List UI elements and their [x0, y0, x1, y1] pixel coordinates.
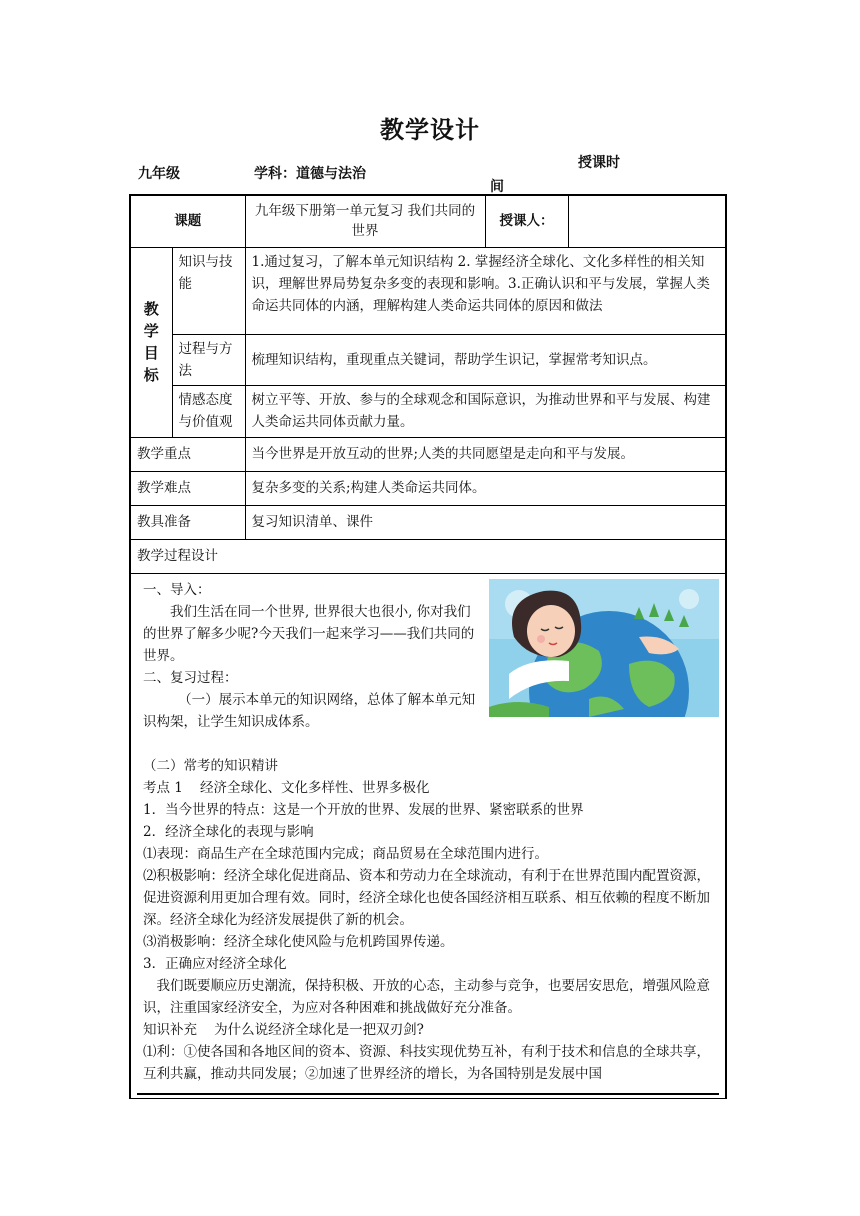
goals-label-char-2: 学: [143, 322, 159, 340]
goals-label: [130, 247, 172, 437]
difficult-point-text: 复杂多变的关系;构建人类命运共同体。: [245, 471, 726, 505]
goals-label-char-3: 目: [143, 344, 159, 362]
process-body-cell: [130, 573, 726, 1098]
goal-row-process: [130, 334, 726, 385]
goal-label-knowledge: 知识与技能: [172, 247, 245, 334]
process-para-1: 一、导入：: [143, 581, 211, 598]
process-para-10: ⑵积极影响：经济全球化促进商品、资本和劳动力在全球流动，有利于在世界范围内配置资源，促进资源利用更加合理有效。同时，经济全球化也使各国经济相互联系、相互依赖的程度不断加深。经济全球化为经济发展提供了新的机会。: [143, 867, 710, 928]
goals-label-char-1: 教: [143, 300, 159, 318]
process-para-11: ⑶消极影响：经济全球化使风险与危机跨国界传递。: [143, 933, 454, 950]
topic-row: [130, 195, 726, 247]
goal-label-attitude: 情感态度与价值观: [172, 385, 245, 437]
process-para-4: （一）展示本单元的知识网络，总体了解本单元知识构架，让学生知识成体系。: [143, 691, 476, 730]
process-para-15: ⑴利：①使各国和各地区间的资本、资源、科技实现优势互补，有利于技术和信息的全球共享，互利共赢，推动共同发展；②加速了世界经济的增长，为各国特别是发展中国: [143, 1043, 710, 1082]
time-label-line1: 授课时: [578, 155, 620, 171]
process-title-row: [130, 539, 726, 573]
process-para-13: 我们既要顺应历史潮流，保持积极、开放的心态，主动参与竞争，也要居安思危，增强风险意识，注重国家经济安全，为应对各种困难和挑战做好充分准备。: [143, 977, 710, 1016]
goal-row-attitude: [130, 385, 726, 437]
process-para-7: 1．当今世界的特点：这是一个开放的世界、发展的世界、紧密联系的世界: [143, 801, 584, 818]
key-point-text: 当今世界是开放互动的世界;人类的共同愿望是走向和平与发展。: [245, 437, 726, 471]
topic-value: 九年级下册第一单元复习 我们共同的世界: [245, 195, 485, 247]
goal-text-process: 梳理知识结构，重现重点关键词，帮助学生识记，掌握常考知识点。: [245, 334, 726, 385]
goal-text-knowledge: 1.通过复习，了解本单元知识结构 2. 掌握经济全球化、文化多样性的相关知识，理解世界局势复杂多变的表现和影响。3.正确认识和平与发展，掌握人类命运共同体的内涵，理解构建人类命运共同体的原因和做法: [245, 247, 726, 334]
process-para-12: 3．正确应对经济全球化: [143, 955, 287, 972]
goal-row-knowledge: [130, 247, 726, 334]
globe-hug-illustration: [489, 579, 719, 717]
document-title: 教学设计: [380, 116, 480, 144]
tools-row: [130, 505, 726, 539]
process-para-6: 考点 1 经济全球化、文化多样性、世界多极化: [143, 779, 430, 796]
goal-text-attitude: 树立平等、开放、参与的全球观念和国际意识，为推动世界和平与发展、构建人类命运共同体贡献力量。: [245, 385, 726, 437]
process-spacer: [143, 733, 713, 755]
time-label-line2: 间: [490, 179, 504, 195]
difficult-point-label: 教学难点: [130, 471, 245, 505]
lesson-plan-table: [129, 194, 727, 1099]
goals-label-char-4: 标: [143, 366, 159, 384]
subject-label: 学科：道德与法治: [254, 166, 366, 182]
difficult-point-row: [130, 471, 726, 505]
process-body-row: [130, 573, 726, 1098]
process-para-8: 2．经济全球化的表现与影响: [143, 823, 314, 840]
process-title: 教学过程设计: [130, 539, 726, 573]
topic-label: 课题: [130, 195, 245, 247]
process-para-5: （二）常考的知识精讲: [143, 757, 278, 774]
tools-label: 教具准备: [130, 505, 245, 539]
process-para-14: 知识补充 为什么说经济全球化是一把双刃剑?: [143, 1021, 424, 1038]
grade-label: 九年级: [138, 166, 180, 182]
process-body: [137, 577, 719, 1095]
process-para-2: 我们生活在同一个世界, 世界很大也很小, 你对我们的世界了解多少呢?今天我们一起来学习——我们共同的世界。: [143, 603, 475, 664]
teacher-label: 授课人：: [485, 195, 568, 247]
tools-text: 复习知识清单、课件: [245, 505, 726, 539]
goal-label-process: 过程与方法: [172, 334, 245, 385]
key-point-row: [130, 437, 726, 471]
key-point-label: 教学重点: [130, 437, 245, 471]
process-para-9: ⑴表现：商品生产在全球范围内完成；商品贸易在全球范围内进行。: [143, 845, 548, 862]
process-para-3: 二、复习过程：: [143, 669, 238, 686]
teacher-value: [568, 195, 726, 247]
